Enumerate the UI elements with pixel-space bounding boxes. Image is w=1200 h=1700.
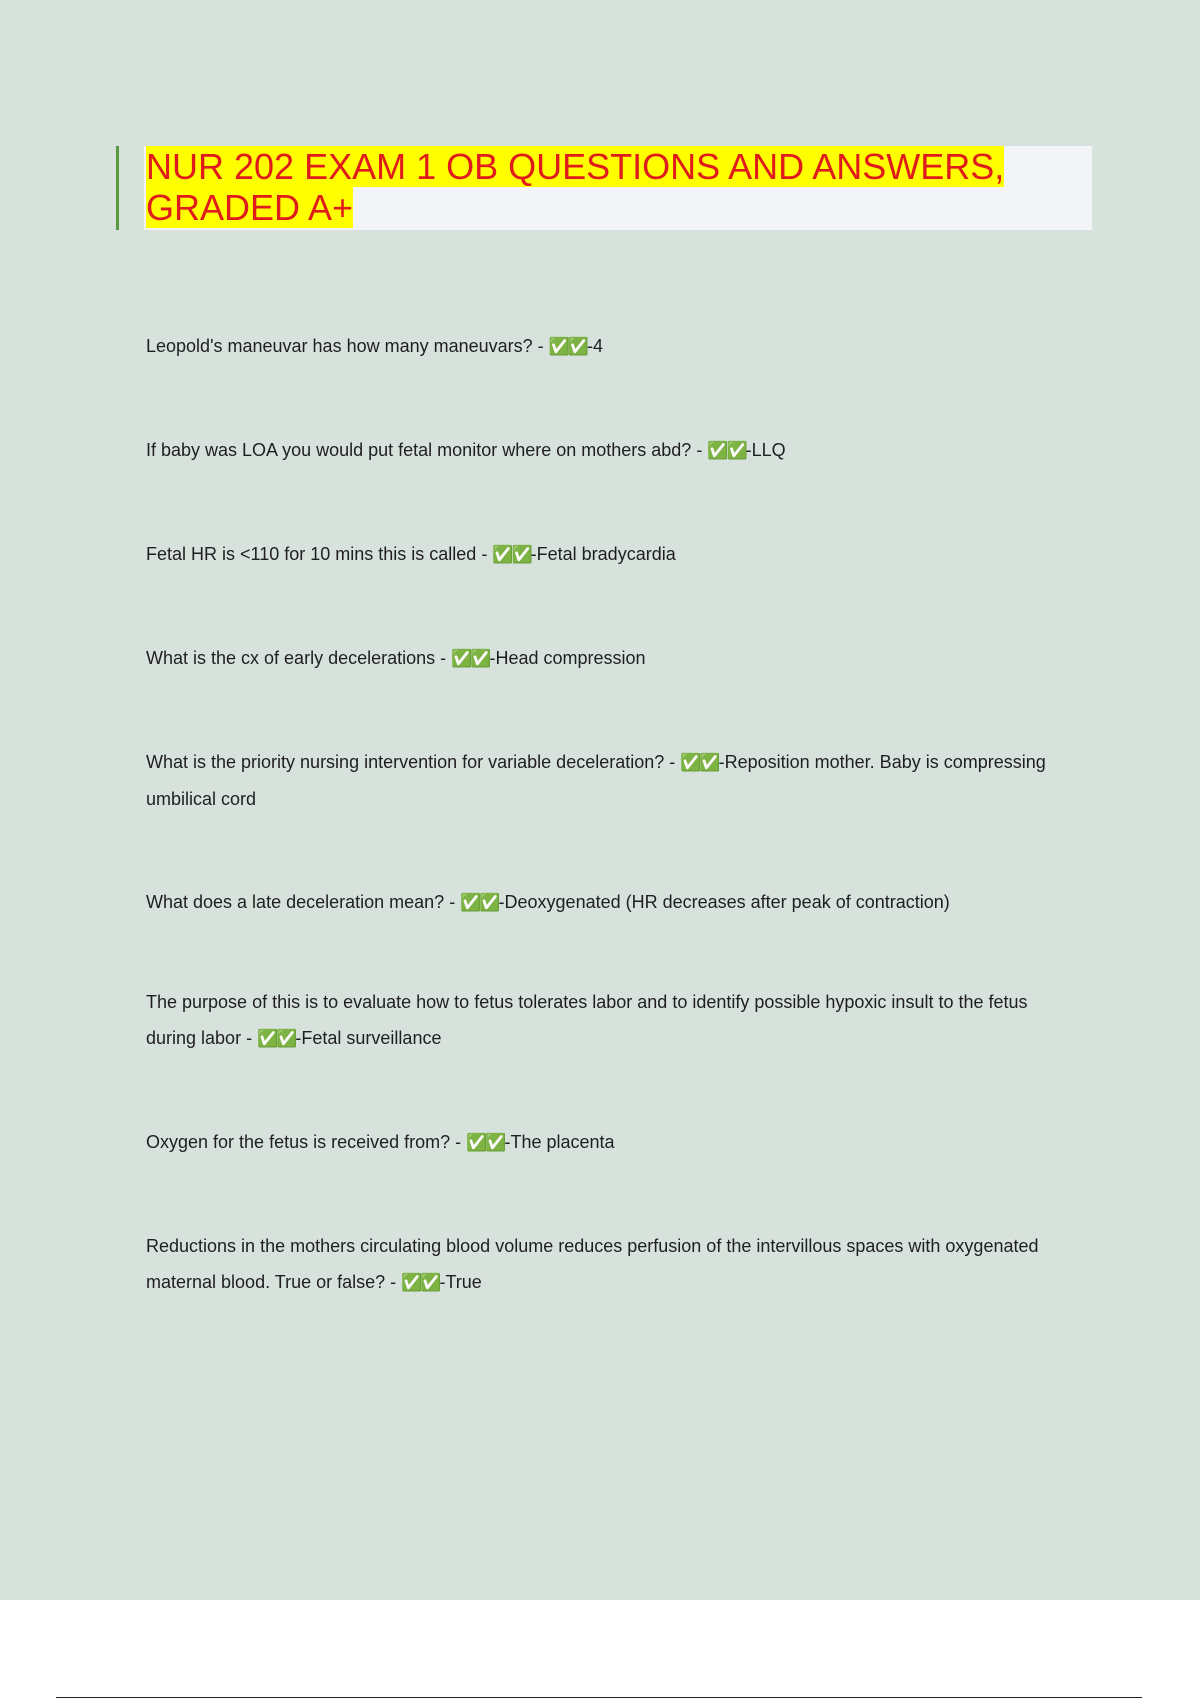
- qa-item: [146, 536, 1076, 573]
- double-check-icon: ✅✅: [466, 1133, 505, 1153]
- separator: -: [691, 440, 708, 460]
- double-check-icon: ✅✅: [401, 1273, 440, 1293]
- separator: -: [385, 1272, 402, 1292]
- qa-item: [146, 328, 1076, 365]
- double-check-icon: ✅✅: [548, 337, 588, 357]
- question-text: Leopold's maneuvar has how many maneuvars?: [146, 336, 533, 356]
- double-check-icon: ✅✅: [707, 441, 746, 461]
- title-block: [116, 146, 1092, 230]
- answer-text: -Fetal bradycardia: [530, 544, 676, 564]
- qa-item: [146, 432, 1076, 469]
- answer-text: -Head compression: [489, 648, 646, 668]
- qa-item: [146, 744, 1076, 817]
- double-check-icon: ✅✅: [460, 893, 499, 913]
- separator: -: [664, 752, 681, 772]
- question-text: If baby was LOA you would put fetal monitor where on mothers abd?: [146, 440, 692, 460]
- double-check-icon: ✅✅: [680, 753, 719, 773]
- document-title: [146, 146, 1086, 228]
- answer-text: -Deoxygenated (HR decreases after peak of contraction): [498, 892, 950, 912]
- footer-divider: [56, 1697, 1142, 1698]
- double-check-icon: ✅✅: [257, 1029, 296, 1049]
- answer-text: -4: [587, 336, 604, 356]
- question-text: Reductions in the mothers circulating blood volume reduces perfusion of the intervillous spaces with oxygenated maternal blood. True or false?: [146, 1236, 1039, 1292]
- question-text: What does a late deceleration mean?: [146, 892, 445, 912]
- qa-list: [146, 328, 1076, 1301]
- answer-text: -Fetal surveillance: [295, 1028, 442, 1048]
- separator: -: [435, 648, 452, 668]
- answer-text: -Reposition mother. Baby is compressing umbilical cord: [146, 752, 1046, 809]
- question-text: Oxygen for the fetus is received from?: [146, 1132, 451, 1152]
- qa-item: [146, 640, 1076, 677]
- answer-text: -True: [439, 1272, 482, 1292]
- title-accent-bar: [116, 146, 119, 230]
- qa-item: [146, 1228, 1076, 1301]
- separator: -: [241, 1028, 258, 1048]
- qa-item: [146, 1124, 1076, 1161]
- answer-text: -LLQ: [745, 440, 786, 460]
- question-text: What is the priority nursing intervention for variable deceleration?: [146, 752, 665, 772]
- separator: -: [476, 544, 493, 564]
- separator: -: [444, 892, 461, 912]
- question-text: The purpose of this is to evaluate how to fetus tolerates labor and to identify possible hypoxic insult to the fetus during labor: [146, 992, 1028, 1048]
- qa-item: [146, 984, 1076, 1057]
- double-check-icon: ✅✅: [451, 649, 490, 669]
- answer-text: -The placenta: [504, 1132, 615, 1152]
- double-check-icon: ✅✅: [492, 545, 531, 565]
- qa-item: [146, 884, 1076, 921]
- question-text: What is the cx of early decelerations: [146, 648, 436, 668]
- document-title-text: NUR 202 EXAM 1 OB QUESTIONS AND ANSWERS, GRADED A+: [146, 146, 1005, 228]
- separator: -: [450, 1132, 467, 1152]
- question-text: Fetal HR is <110 for 10 mins this is called: [146, 544, 477, 564]
- separator: -: [532, 336, 549, 356]
